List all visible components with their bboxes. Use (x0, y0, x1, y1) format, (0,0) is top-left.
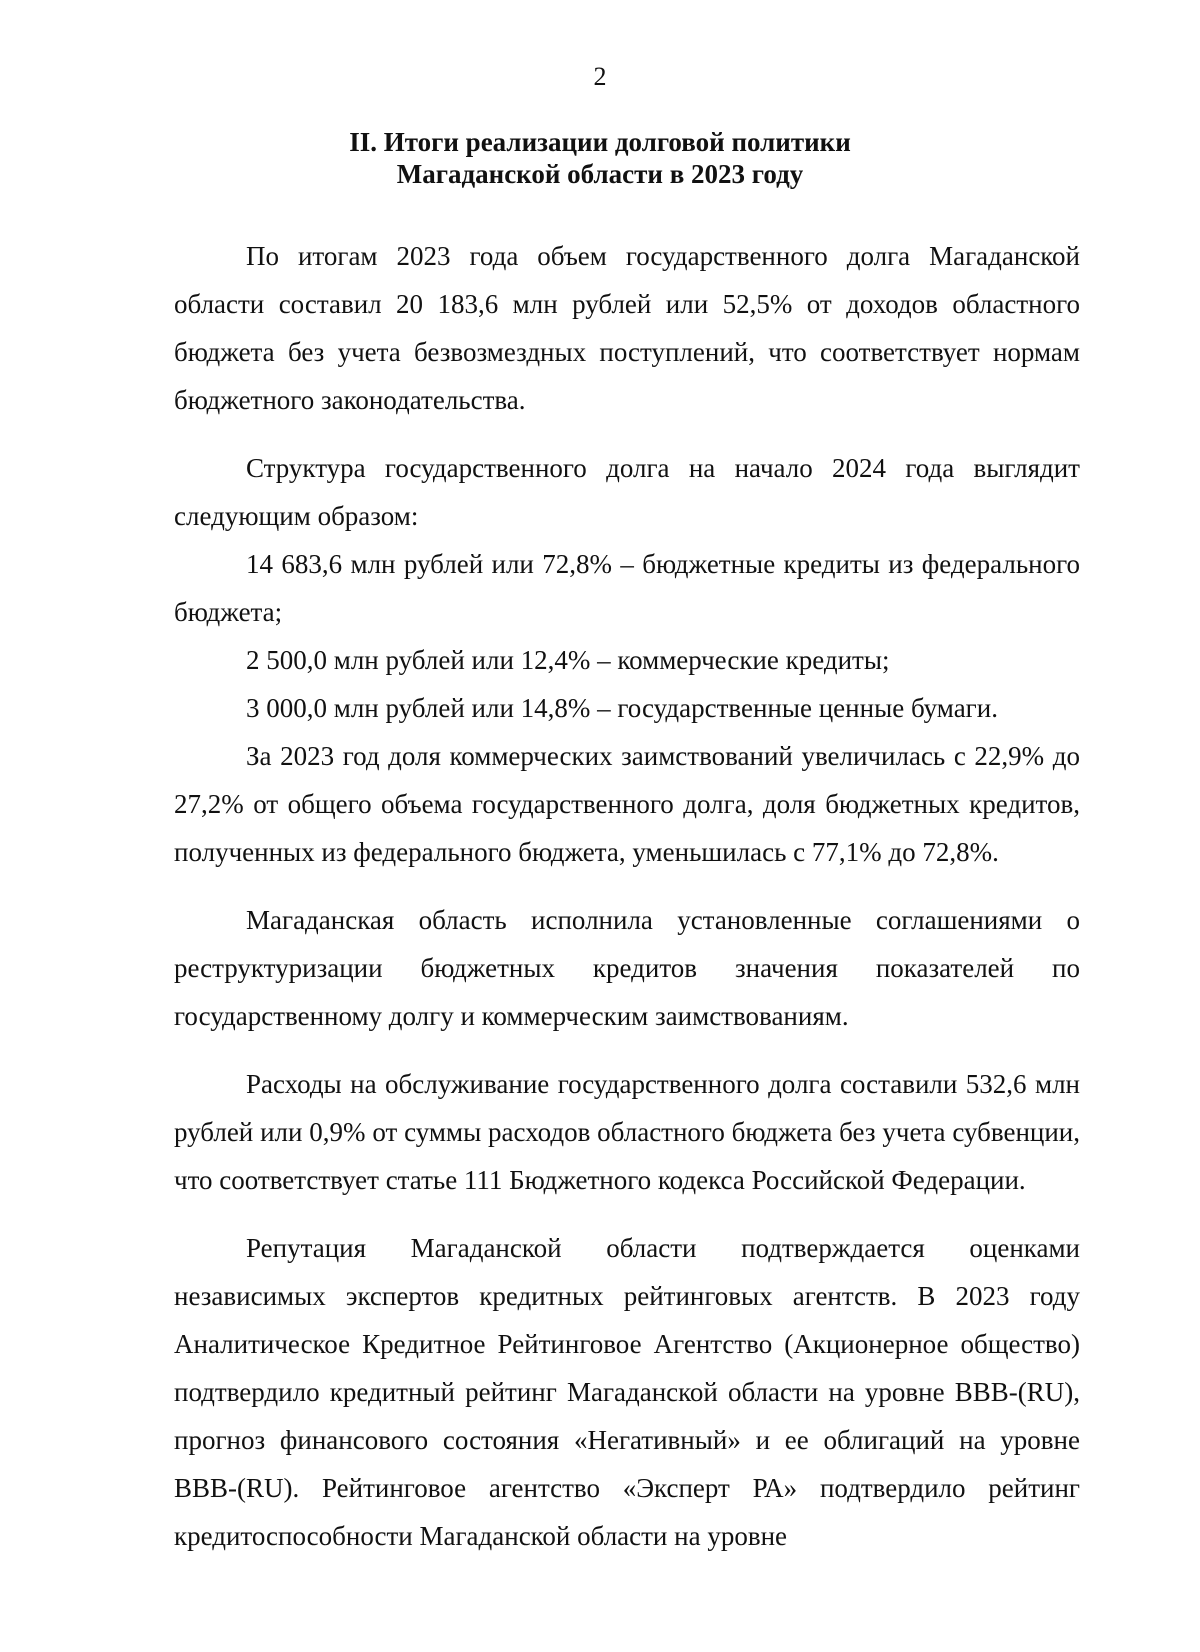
section-heading-line-2: Магаданской области в 2023 году (396, 159, 804, 189)
section-heading-line-1: II. Итоги реализации долговой политики (349, 127, 851, 157)
paragraph-securities: 3 000,0 млн рублей или 14,8% – государственные ценные бумаги. (246, 693, 998, 723)
page-number: 2 (593, 62, 607, 91)
paragraph-commercial-credits: 2 500,0 млн рублей или 12,4% – коммерческие кредиты; (246, 645, 890, 675)
paragraph-service-costs: Расходы на обслуживание государственного долга составили 532,6 млн рублей или 0,9% от суммы расходов областного бюджета без учета субвенции, что соответствует статье 111 Бюджетного кодекса Российской Федерации. (174, 1069, 1080, 1195)
paragraph-debt-volume: По итогам 2023 года объем государственного долга Магаданской области составил 20 183,6 млн рублей или 52,5% от доходов областного бюджета без учета безвозмездных поступлений, что соответствует нормам бюджетного законодательства. (174, 241, 1080, 415)
body-text (174, 232, 1080, 1560)
paragraph-budget-credits: 14 683,6 млн рублей или 72,8% – бюджетные кредиты из федерального бюджета; (174, 549, 1080, 627)
section-heading (0, 126, 1200, 190)
paragraph-borrowing-share: За 2023 год доля коммерческих заимствований увеличилась с 22,9% до 27,2% от общего объема государственного долга, доля бюджетных кредитов, полученных из федерального бюджета, уменьшилась с 77,1% до 72,8%. (174, 741, 1080, 867)
paragraph-rating: Репутация Магаданской области подтверждается оценками независимых экспертов кредитных рейтинговых агентств. В 2023 году Аналитическое Кредитное Рейтинговое Агентство (Акционерное общество) подтвердило кредитный рейтинг Магаданской области на уровне BBB-(RU), прогноз финансового состояния «Негативный» и ее облигаций на уровне BBB-(RU). Рейтинговое агентство «Эксперт РА» подтвердило рейтинг кредитоспособности Магаданской области на уровне (174, 1233, 1080, 1551)
paragraph-restructuring: Магаданская область исполнила установленные соглашениями о реструктуризации бюджетных кредитов значения показателей по государственному долгу и коммерческим заимствованиям. (174, 905, 1080, 1031)
paragraph-debt-structure: Структура государственного долга на начало 2024 года выглядит следующим образом: (174, 453, 1080, 531)
